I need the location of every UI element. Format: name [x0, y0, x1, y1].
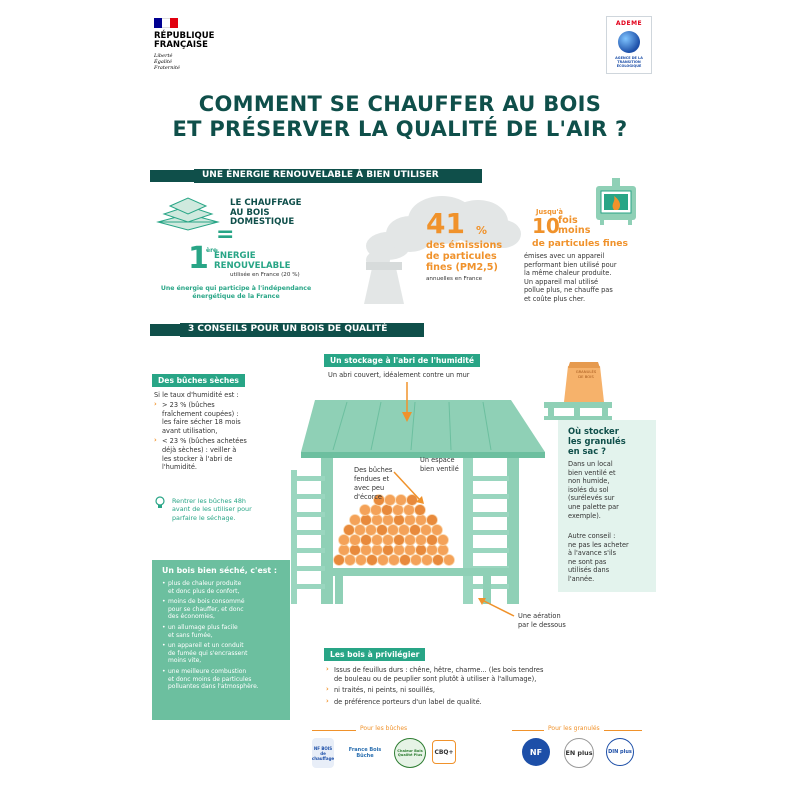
din-plus-logo: DIN plus [606, 738, 634, 766]
logs-labels-title: Pour les bûches [356, 725, 411, 732]
dry-logs-tab: Des bûches sèches [152, 374, 245, 387]
equals-sign: = [216, 222, 235, 247]
motto-liberte: Liberté [154, 53, 173, 59]
energy-line2: RENOUVELABLE [214, 261, 291, 271]
p1-l6: une palette par [568, 502, 619, 511]
benefits-title: Un bois bien séché, c'est : [162, 566, 277, 575]
dry-tip [172, 497, 302, 522]
france-bois-buche-logo: France Bois Bûche [344, 738, 386, 768]
chauffage-line2: AU BOIS [230, 207, 270, 218]
b5-l2: et donc moins de particules [168, 675, 252, 683]
dry-b2-l2: déjà sèches) : veiller à [162, 445, 237, 454]
motto-fraternite: Fraternité [154, 65, 180, 71]
dry-intro: Si le taux d'humidité est : [154, 391, 239, 399]
fois-moins-text [558, 216, 590, 236]
pellet-bag-label [570, 370, 602, 379]
prefer-item2: › ni traités, ni peints, ni souillés, [326, 686, 646, 695]
stove-line6: et coûte plus cher. [524, 294, 586, 303]
log-end [416, 535, 427, 546]
tagline-line1: Une énergie qui participe à l'indépendance [160, 285, 312, 292]
log-end [350, 535, 361, 546]
p1-l4: isolés du sol [568, 485, 609, 494]
dry-b1-l2: fraîchement coupées) : [162, 409, 239, 418]
prefer-item1-line1: › Issus de feuillus durs : chêne, hêtre, charme... (les bois tendres [334, 666, 544, 674]
particules-fines: de particules fines [532, 238, 628, 249]
log-end [383, 535, 394, 546]
emissions-text [426, 240, 536, 273]
poster [112, 0, 688, 800]
cbq-plus-logo: CBQ+ [432, 740, 456, 764]
stove-line3: la même chaleur produite. [524, 269, 612, 278]
emissions-line1: des émissions [426, 240, 503, 251]
pellets-title-1: Où stocker [568, 426, 619, 436]
benefit-item [162, 624, 288, 639]
benefits-list [162, 580, 288, 691]
log-end [422, 555, 433, 566]
emissions-line3: fines (PM2,5) [426, 262, 498, 273]
log-end [355, 525, 366, 536]
en-plus-logo: EN plus [564, 738, 594, 768]
log-end [378, 555, 389, 566]
b2-l1: • moins de bois consommé [168, 598, 245, 606]
log-end [405, 545, 416, 556]
bag-line2: DE BOIS [578, 373, 594, 379]
benefit-item [162, 580, 288, 595]
section1-heading: UNE ÉNERGIE RENOUVELABLE À BIEN UTILISER [194, 169, 482, 183]
log-end [411, 555, 422, 566]
log-end [361, 545, 372, 556]
stove-line5: pollue plus, ne chauffe pas [524, 286, 613, 295]
fois-word: fois [558, 215, 578, 226]
republic-motto [154, 53, 234, 71]
chauffage-text [230, 199, 310, 228]
bundle-line2: fendues et [354, 475, 390, 483]
energy-tagline [152, 285, 320, 301]
log-end [433, 555, 444, 566]
prefer-item1-line2: de bouleau ou de peuplier sont plutôt à utiliser à l'allumage), [334, 674, 537, 683]
log-end [415, 505, 426, 516]
moins-word: moins [558, 225, 591, 236]
emissions-note: annuelles en France [426, 276, 483, 282]
bundle-line1: Des bûches [354, 466, 393, 474]
b2-l2: pour se chauffer, et donc [168, 605, 244, 613]
log-end [388, 525, 399, 536]
b5-l3: polluantes dans l'atmosphère. [168, 683, 259, 691]
energy-text [214, 251, 291, 271]
log-end [427, 545, 438, 556]
p2-l5: utilisés dans [568, 566, 610, 575]
prefer-item3: › de préférence porteurs d'un label de qualité. [326, 698, 646, 707]
b1-l1: • plus de chaleur produite [168, 580, 242, 587]
b4-l1: • un appareil et un conduit [168, 642, 244, 650]
section2-heading: 3 CONSEILS POUR UN BOIS DE QUALITÉ [180, 323, 424, 337]
chauffage-line1: LE CHAUFFAGE [230, 198, 302, 208]
benefit-item [162, 668, 288, 691]
log-end [383, 545, 394, 556]
log-end [372, 545, 383, 556]
stove-line2: performant bien utilisé pour [524, 260, 617, 269]
ventile-text [420, 456, 480, 474]
log-end [360, 505, 371, 516]
log-end [382, 505, 393, 516]
p1-l3: non humide, [568, 477, 610, 486]
log-end [339, 545, 350, 556]
republic-line2: FRANÇAISE [154, 40, 208, 50]
globe-icon [618, 31, 640, 53]
benefit-item [162, 598, 288, 621]
bundle-line4: d'écorce [354, 493, 382, 501]
p2-l6: l'année. [568, 574, 595, 583]
dry-b2-l1: › < 23 % (bûches achetées [162, 437, 247, 446]
stove-line1: émises avec un appareil [524, 252, 605, 260]
tagline-line2: énergétique de la France [192, 293, 280, 300]
log-end [405, 515, 416, 526]
log-end [421, 525, 432, 536]
energy-line1: ÉNERGIE [214, 251, 256, 261]
ventile-line2: bien ventilé [420, 465, 459, 473]
ademe-name: ADEME [615, 20, 643, 27]
first-superscript: ère [206, 247, 218, 254]
p1-l1: Dans un local [568, 460, 613, 468]
log-end [427, 515, 438, 526]
log-end [366, 525, 377, 536]
ademe-subtitle: AGENCE DE LA TRANSITION ÉCOLOGIQUE [615, 56, 643, 68]
storage-tab: Un stockage à l'abri de l'humidité [324, 354, 480, 367]
log-end [383, 515, 394, 526]
wood-logs-icon [154, 192, 222, 232]
republic-line1: RÉPUBLIQUE [154, 31, 215, 41]
tip-line2: avant de les utiliser pour [172, 505, 252, 514]
log-end [361, 515, 372, 526]
log-end [339, 535, 350, 546]
dry-b1-l4: avant utilisation, [162, 426, 218, 435]
dry-bullet1 [154, 401, 294, 435]
abri-text: Un abri couvert, idéalement contre un mur [328, 371, 470, 379]
b1-l2: et donc plus de confort, [168, 587, 240, 595]
p1-l2: bien ventilé et [568, 468, 616, 477]
ten-number: 10 [532, 214, 560, 238]
republique-francaise-logo [154, 32, 274, 50]
log-end [444, 555, 455, 566]
benefit-item [162, 642, 288, 665]
log-end [356, 555, 367, 566]
emissions-line2: de particules [426, 251, 497, 262]
log-end [367, 555, 378, 566]
aeration-text [518, 612, 598, 630]
log-end [344, 525, 355, 536]
bundle-text [354, 466, 414, 502]
dry-b2-l4: l'humidité. [162, 463, 198, 472]
log-end [377, 525, 388, 536]
log-end [345, 555, 356, 566]
log-end [350, 545, 361, 556]
tip-line1: Rentrer les bûches 48h [172, 497, 246, 505]
wood-stove-icon [590, 178, 650, 226]
dry-bullet2 [154, 437, 294, 471]
energy-note: utilisée en France (20 %) [230, 272, 300, 278]
chaleur-bois-qualite-logo: Chaleur Bois Qualité Plus [394, 738, 426, 768]
log-end [393, 505, 404, 516]
pellets-labels-title: Pour les granulés [544, 725, 604, 732]
aeration-line2: par le dessous [518, 621, 566, 629]
dry-b1-l1: › > 23 % (bûches [162, 401, 215, 409]
prefer-list [326, 666, 646, 706]
prefer-tab: Les bois à privilégier [324, 648, 425, 661]
first-number: 1 [188, 241, 209, 276]
stove-line4: Un appareil mal utilisé [524, 277, 599, 286]
log-end [394, 545, 405, 556]
log-end [410, 525, 421, 536]
log-end [389, 555, 400, 566]
percent-number: 41 [426, 207, 465, 240]
pellets-text2 [568, 532, 654, 584]
main-title [132, 92, 668, 142]
percent-sign: % [476, 224, 488, 237]
log-end [399, 525, 410, 536]
p1-l5: (surélevés sur [568, 494, 615, 503]
log-end [438, 545, 449, 556]
p2-l1: Autre conseil : [568, 532, 616, 540]
pellets-title-2: les granulés [568, 436, 626, 446]
b3-l2: et sans fumée, [168, 631, 213, 639]
arrow-down-icon [402, 382, 412, 422]
bag-line1: GRANULÉS [575, 369, 597, 374]
jusqua-text: Jusqu'à [536, 208, 563, 216]
log-end [438, 535, 449, 546]
log-end [427, 535, 438, 546]
log-end [416, 515, 427, 526]
b2-l3: des économies, [168, 613, 215, 621]
log-end [334, 555, 345, 566]
b4-l3: moins vite, [168, 657, 202, 665]
lightbulb-icon [154, 496, 166, 510]
nf-logo: NF [522, 738, 550, 766]
section1-band-left [150, 170, 200, 182]
log-end [404, 505, 415, 516]
pellets-title-3: en sac ? [568, 446, 606, 456]
log-end [372, 515, 383, 526]
nf-bois-logo: NF BOIS de chauffage [312, 738, 334, 768]
log-end [371, 505, 382, 516]
log-end [405, 535, 416, 546]
title-line2: ET PRÉSERVER LA QUALITÉ DE L'AIR ? [172, 117, 628, 141]
dry-bullets [154, 401, 294, 472]
dry-b1-l3: les faire sécher 18 mois [162, 418, 241, 427]
french-flag-icon [154, 18, 178, 28]
b3-l1: • un allumage plus facile [168, 623, 238, 631]
title-line1: COMMENT SE CHAUFFER AU BOIS [198, 92, 602, 116]
log-end [372, 535, 383, 546]
arrow-aeration-icon [476, 596, 516, 618]
log-end [394, 515, 405, 526]
pellets-title [568, 426, 654, 456]
bundle-line3: avec peu [354, 484, 385, 492]
tip-line3: parfaire le séchage. [172, 513, 236, 522]
stove-explanation [524, 252, 654, 304]
p2-l4: ne sont pas [568, 557, 607, 566]
p2-l3: à l'avance s'ils [568, 549, 617, 558]
chauffage-line3: DOMESTIQUE [230, 217, 295, 228]
ventile-line1: Un espace [420, 456, 455, 464]
motto-egalite: Égalité [154, 59, 172, 65]
pellets-text1 [568, 460, 654, 520]
ademe-logo [606, 16, 652, 74]
log-end [416, 545, 427, 556]
log-end [361, 535, 372, 546]
prefer-item1 [326, 666, 646, 683]
log-end [400, 555, 411, 566]
aeration-line1: Une aération [518, 612, 561, 620]
p2-l2: ne pas les acheter [568, 540, 629, 549]
dry-b2-l3: les stocker à l'abri de [162, 454, 233, 463]
log-end [432, 525, 443, 536]
log-end [350, 515, 361, 526]
log-end [394, 535, 405, 546]
p1-l7: exemple). [568, 511, 601, 520]
b4-l2: de fumée qui s'encrassent [168, 649, 248, 657]
b5-l1: • une meilleure combustion [168, 667, 247, 675]
